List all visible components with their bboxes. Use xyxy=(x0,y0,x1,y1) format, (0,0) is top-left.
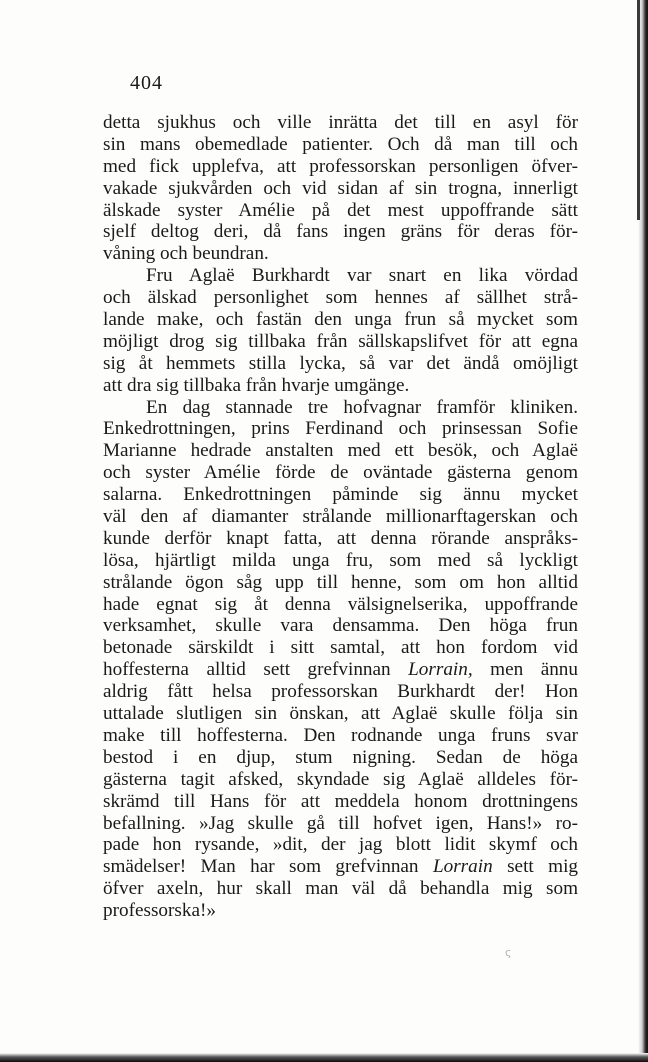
text-line: älskade syster Amélie på det mest uppoffrande sätt xyxy=(103,199,578,221)
text-line: lösa, hjärtligt milda unga fru, som med så lyckligt xyxy=(103,549,578,571)
text-line: make till hoffesterna. Den rodnande unga fruns svar xyxy=(103,724,578,746)
text-line: sjelf deltog deri, då fans ingen gräns för deras för- xyxy=(103,221,578,243)
text-line: kunde derför knapt fatta, att denna rörande anspråks- xyxy=(103,527,578,549)
text-line: detta sjukhus och ville inrätta det till en asyl för xyxy=(103,112,578,133)
text-line: och älskad personlighet som hennes af sällhet strå- xyxy=(103,287,578,309)
text-line: smädelser! Man har som grefvinnan Lorrain sett mig xyxy=(103,856,578,878)
text-line: En dag stannade tre hofvagnar framför kliniken. xyxy=(146,396,578,418)
text-line: befallning. »Jag skulle gå till hofvet igen, Hans!» ro- xyxy=(103,812,578,834)
scan-edge-right-shadow xyxy=(637,0,640,220)
text-line: betonade särskildt i sitt samtal, att hon fordom vid xyxy=(103,637,578,659)
text-line: lande make, och fastän den unga frun så mycket som xyxy=(103,309,578,331)
page-number: 404 xyxy=(130,72,163,94)
text-line: hade egnat sig åt denna välsignelserika, uppoffrande xyxy=(103,593,578,615)
text-line: verksamhet, skulle vara densamma. Den höga frun xyxy=(103,615,578,637)
text-line: sin mans obemedlade patienter. Och då man till och xyxy=(103,133,578,155)
scan-edge-bottom xyxy=(0,1053,648,1062)
text-line: Marianne hedrade anstalten med ett besök, och Aglaë xyxy=(103,440,578,462)
text-line: vakade sjukvården och vid sidan af sin trogna, innerligt xyxy=(103,177,578,199)
text-line: möjligt drog sig tillbaka från sällskapslifvet för att egna xyxy=(103,330,578,352)
text-line: aldrig fått helsa professorskan Burkhardt der! Hon xyxy=(103,681,578,703)
text-line: öfver axeln, hur skall man väl då behandla mig som xyxy=(103,878,578,900)
text-line: hoffesterna alltid sett grefvinnan Lorrain, men ännu xyxy=(103,659,578,681)
text-line: bestod i en djup, stum nigning. Sedan de höga xyxy=(103,746,578,768)
text-line: med fick upplefva, att professorskan personligen öfver- xyxy=(103,155,578,177)
text-line: Enkedrottningen, prins Ferdinand och prinsessan Sofie xyxy=(103,418,578,440)
text-line: skrämd till Hans för att meddela honom drottningens xyxy=(103,790,578,812)
text-line: sig åt hemmets stilla lycka, så var det ändå omöjligt xyxy=(103,352,578,374)
text-line: väl den af diamanter strålande millionarftagerskan och xyxy=(103,506,578,528)
text-line: Fru Aglaë Burkhardt var snart en lika vördad xyxy=(146,265,578,287)
text-line: gästerna tagit afsked, skyndade sig Aglaë alldeles för- xyxy=(103,768,578,790)
body-text xyxy=(103,112,578,922)
text-line: salarna. Enkedrottningen påminde sig ännu mycket xyxy=(103,484,578,506)
text-line: uttalade slutligen sin önskan, att Aglaë skulle följa sin xyxy=(103,703,578,725)
text-line: och syster Amélie förde de oväntade gästerna genom xyxy=(103,462,578,484)
text-line: professorska!» xyxy=(103,900,216,922)
text-line: våning och beundran. xyxy=(103,243,269,265)
text-line: pade hon rysande, »dit, der jag blott lidit skymf och xyxy=(103,834,578,856)
margin-mark: ς xyxy=(505,946,512,959)
text-line: strålande ögon såg upp till henne, som om hon alltid xyxy=(103,571,578,593)
text-line: att dra sig tillbaka från hvarje umgänge. xyxy=(103,374,410,396)
